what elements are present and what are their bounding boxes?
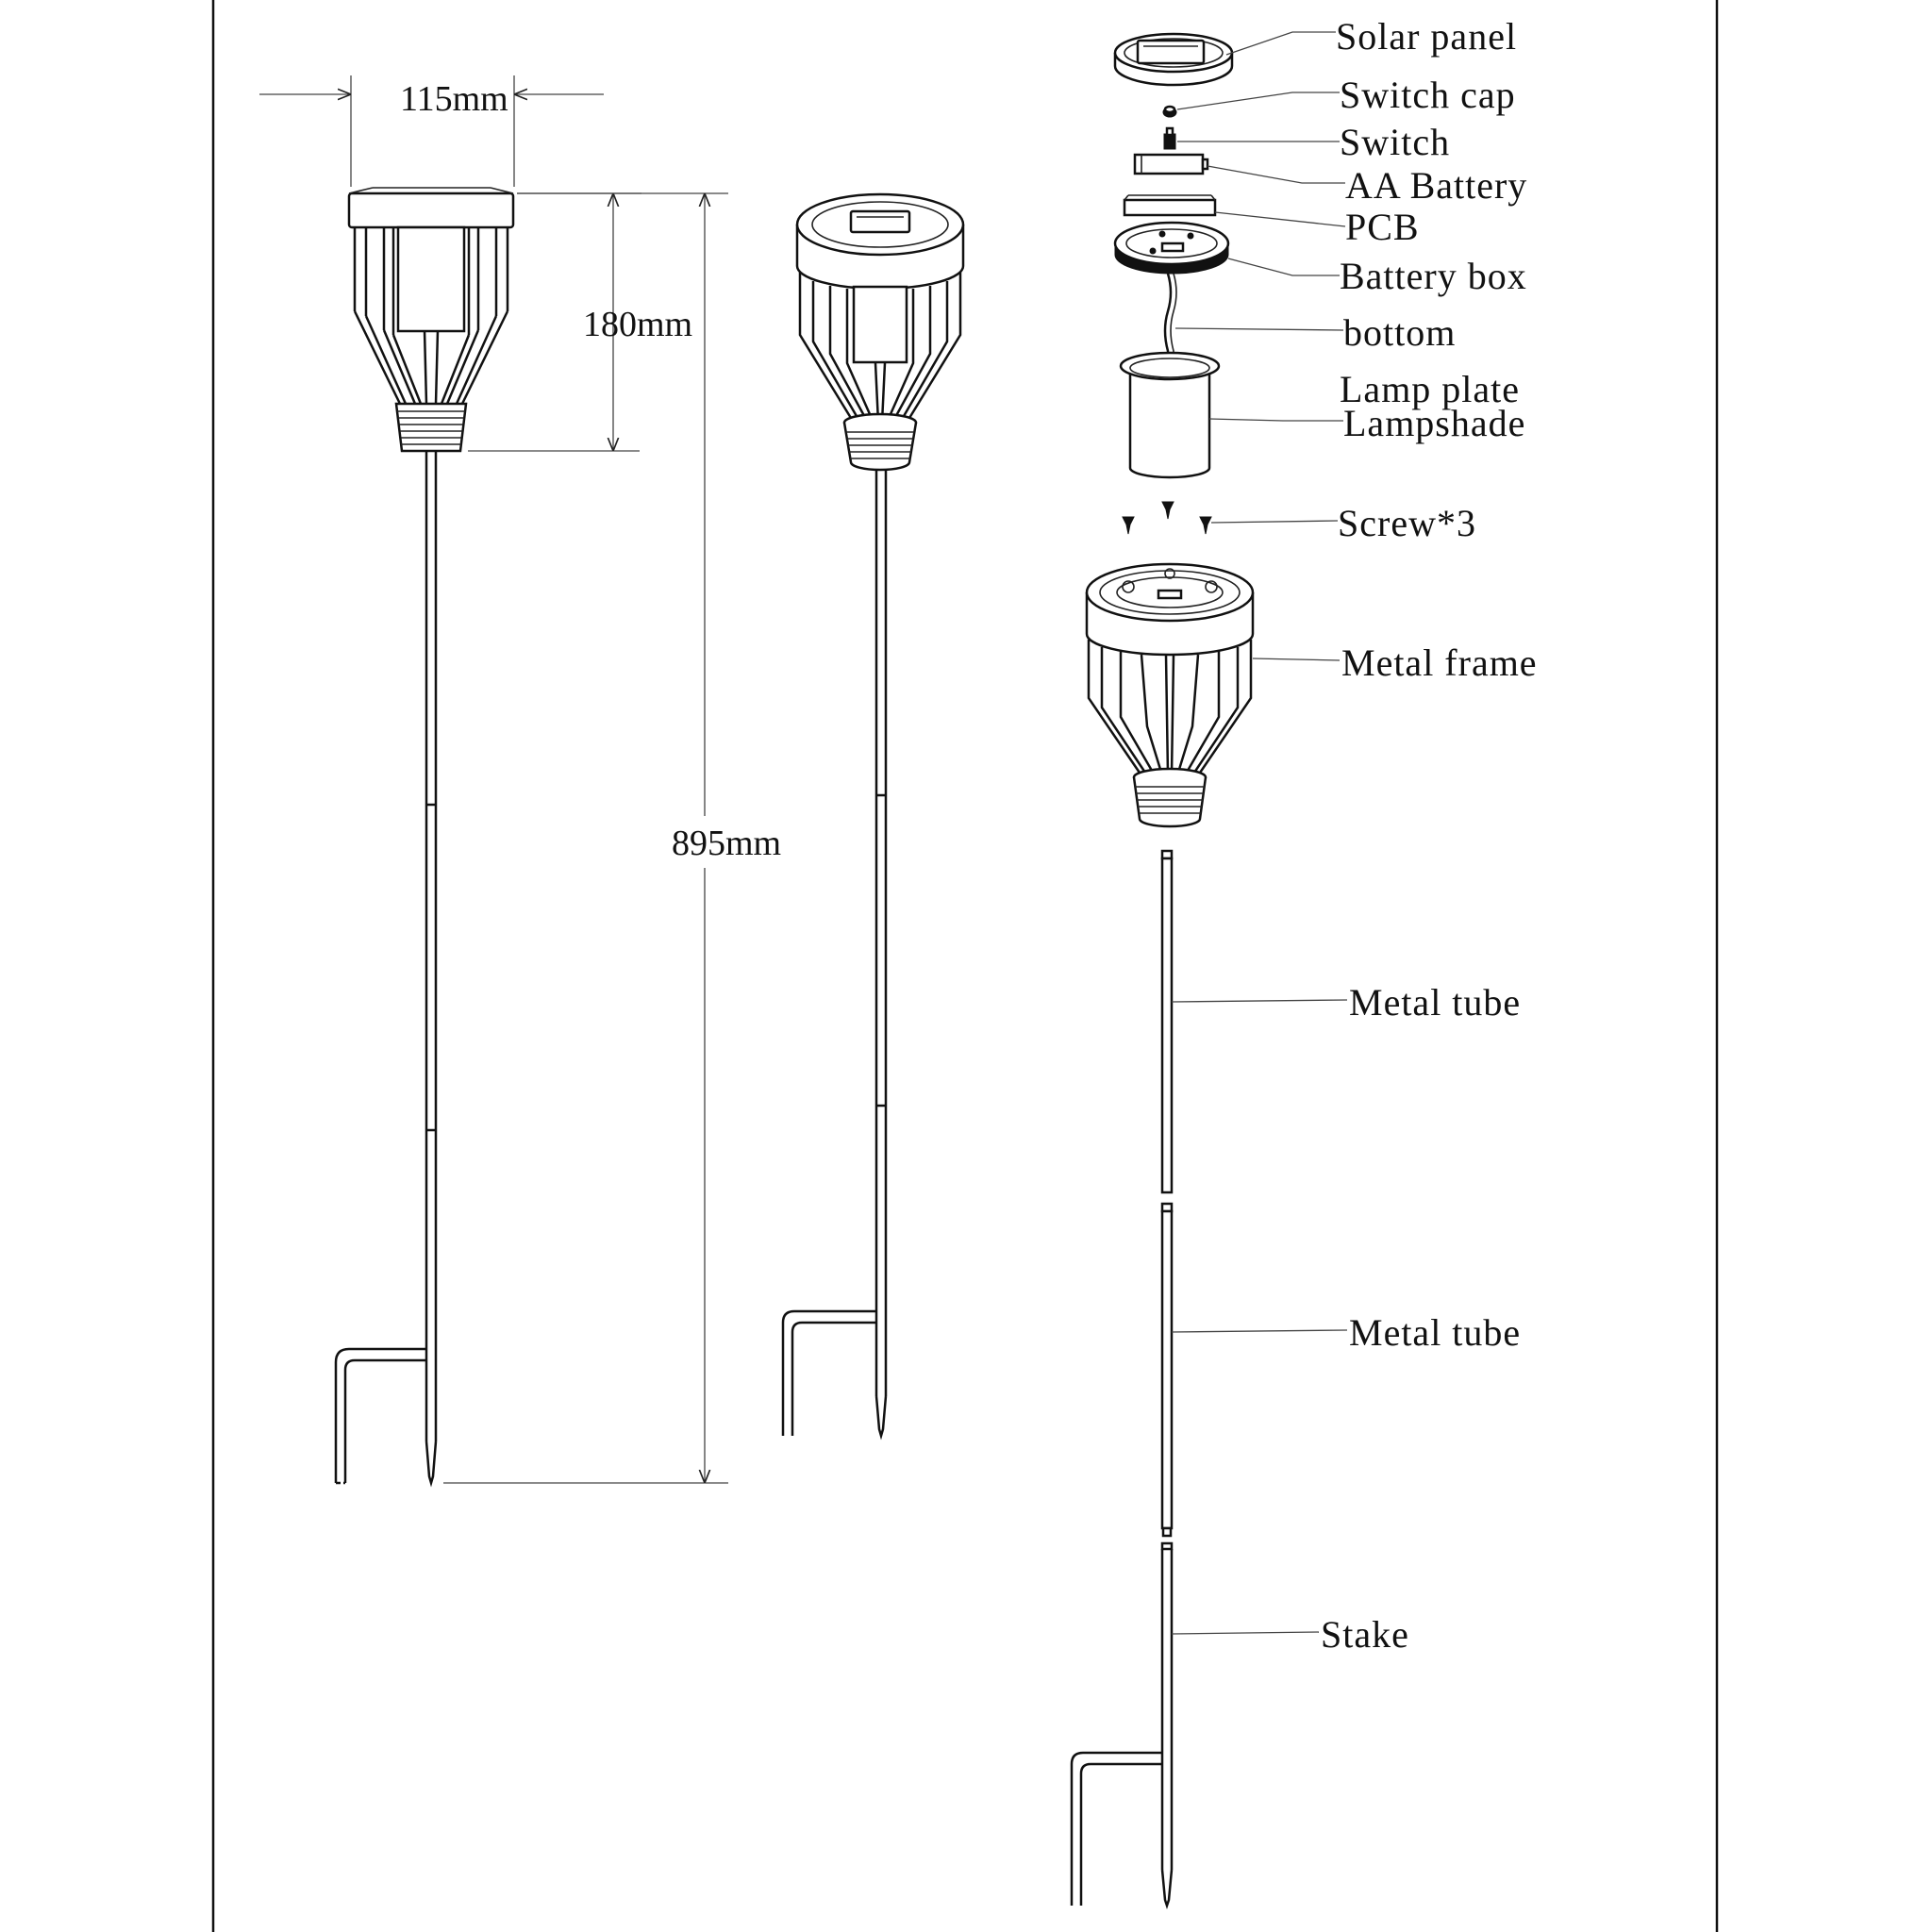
metal-tube-part-lower bbox=[1162, 1204, 1172, 1536]
label-lampshade: Lampshade bbox=[1343, 402, 1526, 444]
leader-lines bbox=[1172, 32, 1347, 1634]
label-screws: Screw*3 bbox=[1338, 502, 1476, 544]
metal-frame-part bbox=[1087, 564, 1253, 826]
part-labels bbox=[1321, 15, 1538, 1656]
label-switch: Switch bbox=[1340, 121, 1451, 163]
label-battery-box: Battery box bbox=[1340, 255, 1527, 297]
label-bottom: bottom bbox=[1343, 311, 1457, 354]
screws-part bbox=[1123, 502, 1211, 534]
label-metal-tube-upper: Metal tube bbox=[1349, 981, 1522, 1024]
lamp-perspective-view bbox=[783, 194, 963, 1436]
stake-part bbox=[1072, 1543, 1172, 1906]
total-height-dimension-label: 895mm bbox=[672, 824, 782, 863]
label-stake: Stake bbox=[1321, 1613, 1409, 1656]
label-switch-cap: Switch cap bbox=[1340, 74, 1516, 116]
label-aa-battery: AA Battery bbox=[1345, 164, 1528, 207]
label-metal-tube-lower: Metal tube bbox=[1349, 1311, 1522, 1354]
aa-battery-part bbox=[1135, 155, 1208, 174]
label-solar-panel: Solar panel bbox=[1336, 15, 1518, 58]
lampshade-part bbox=[1121, 353, 1219, 477]
solar-panel-part bbox=[1115, 34, 1232, 85]
head-height-dimension-label: 180mm bbox=[583, 305, 693, 344]
switch-part bbox=[1164, 128, 1175, 149]
label-metal-frame: Metal frame bbox=[1341, 641, 1538, 684]
battery-box-part bbox=[1115, 223, 1228, 274]
label-lamp-plate: Lamp plate bbox=[1340, 368, 1521, 410]
pcb-part bbox=[1124, 195, 1215, 215]
width-dimension-label: 115mm bbox=[400, 79, 508, 119]
metal-tube-part-upper bbox=[1162, 851, 1172, 1192]
lamp-side-view bbox=[336, 188, 513, 1483]
bottom-part bbox=[1165, 274, 1176, 364]
label-pcb: PCB bbox=[1345, 206, 1420, 248]
switch-cap-part bbox=[1163, 107, 1176, 117]
